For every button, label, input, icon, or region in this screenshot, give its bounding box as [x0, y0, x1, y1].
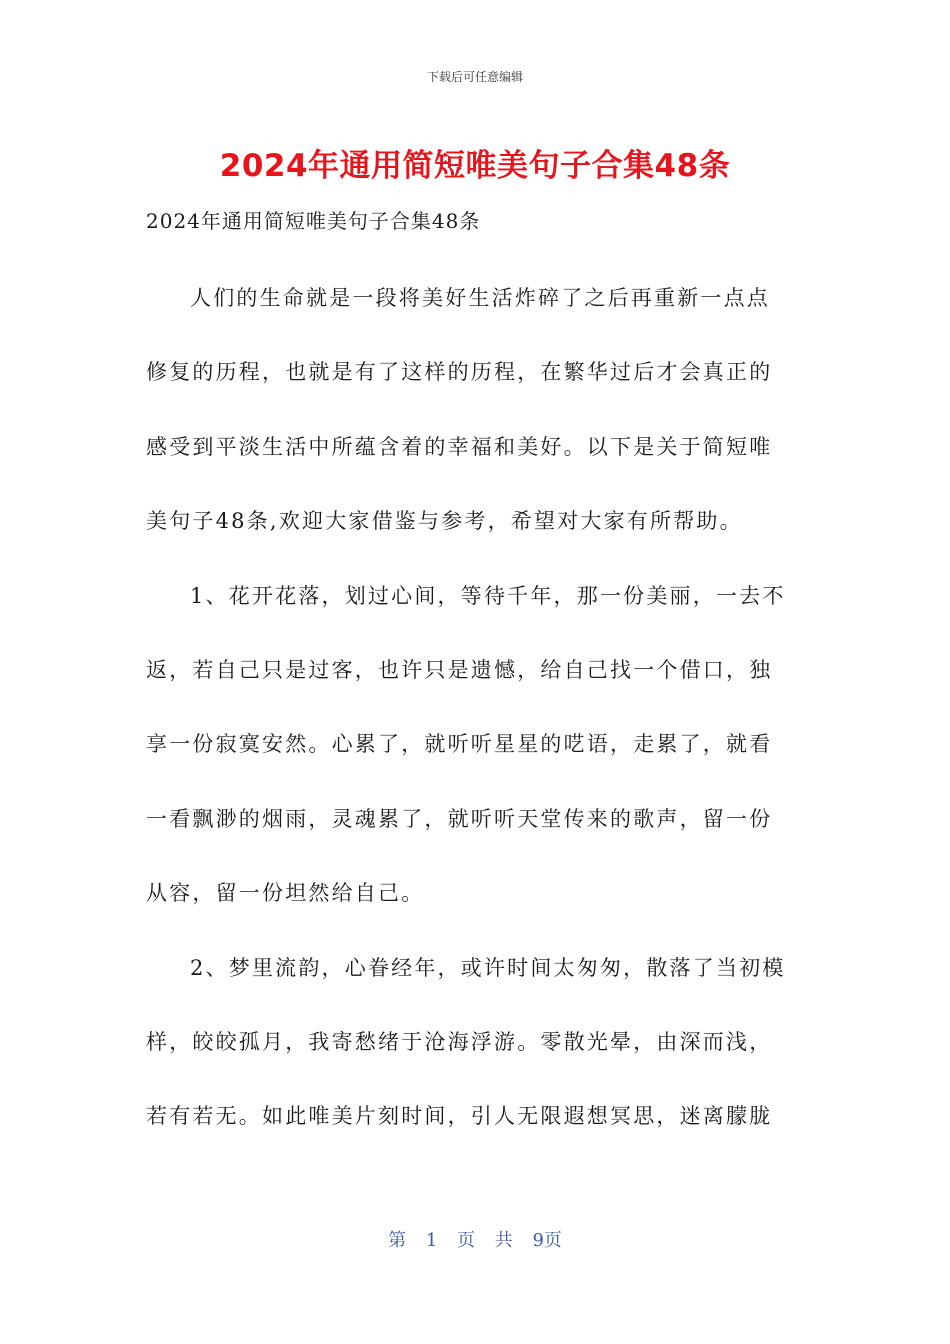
paragraph-line: 享一份寂寞安然。心累了，就听听星星的呓语，走累了，就看: [146, 732, 773, 757]
page-label-mid: 页: [457, 1230, 475, 1251]
document-title: 2024年通用简短唯美句子合集48条: [219, 148, 731, 184]
paragraph-line: 返，若自己只是过客，也许只是遗憾，给自己找一个借口，独: [146, 657, 773, 682]
paragraph-line: 修复的历程，也就是有了这样的历程，在繁华过后才会真正的: [146, 360, 773, 385]
page-label-prefix: 第: [388, 1230, 407, 1251]
paragraph-line: 1、花开花落，划过心间，等待千年，那一份美丽，一去不: [190, 583, 786, 608]
paragraph-line: 一看飘渺的烟雨，灵魂累了，就听听天堂传来的歌声，留一份: [146, 806, 773, 831]
paragraph-line: 样，皎皎孤月，我寄愁绪于沧海浮游。零散光晕，由深而浅，: [146, 1029, 773, 1054]
paragraph-line: 若有若无。如此唯美片刻时间，引人无限遐想冥思，迷离朦胧: [146, 1104, 773, 1129]
paragraph-line: 美句子48条,欢迎大家借鉴与参考，希望对大家有所帮助。: [146, 509, 743, 534]
page-number-footer: [0, 1226, 950, 1252]
current-page-number: 1: [425, 1230, 438, 1251]
document-body: [146, 278, 806, 1171]
document-subtitle: 2024年通用简短唯美句子合集48条: [146, 209, 481, 233]
total-pages: 9页: [532, 1230, 562, 1251]
header-note: 下载后可任意编辑: [426, 70, 523, 84]
paragraph-line: 人们的生命就是一段将美好生活炸碎了之后再重新一点点: [190, 286, 770, 310]
paragraph-line: 2、梦里流韵，心眷经年，或许时间太匆匆，散落了当初模: [190, 955, 786, 980]
total-label-prefix: 共: [494, 1230, 513, 1251]
paragraph-line: 感受到平淡生活中所蕴含着的幸福和美好。以下是关于简短唯: [146, 434, 773, 459]
paragraph-line: 从容，留一份坦然给自己。: [146, 881, 425, 906]
